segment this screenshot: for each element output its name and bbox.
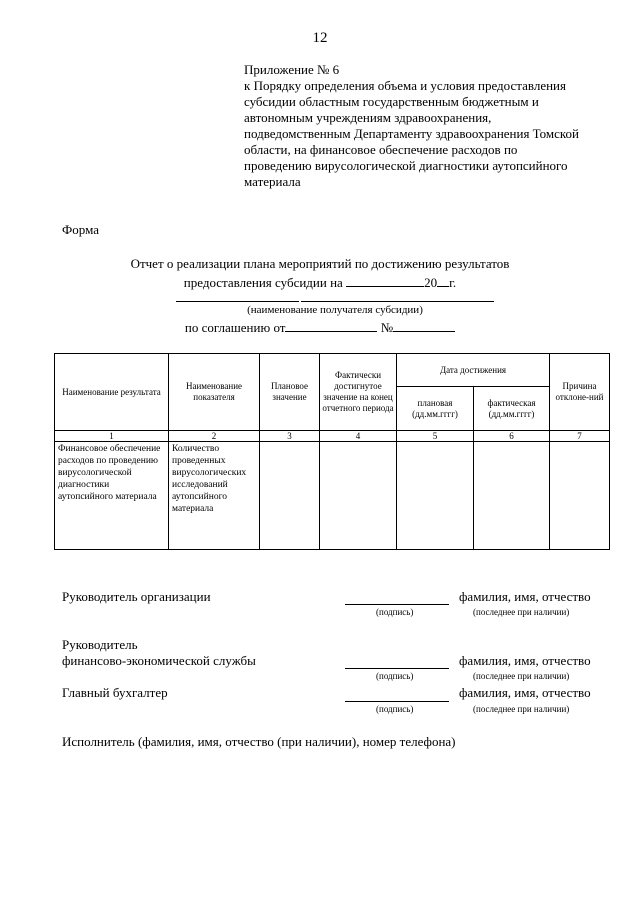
appendix-line: проведению вирусологической диагностики аутопсийного [244, 158, 568, 173]
header-planned-value: Плановое значение [260, 354, 320, 431]
head-signature-line[interactable] [345, 604, 449, 605]
header-result-name: Наименование результата [55, 354, 169, 431]
cell-actual-date[interactable] [474, 442, 550, 550]
report-subtitle [0, 273, 640, 293]
column-number: 3 [260, 431, 320, 442]
fin-head-label-line2: финансово-экономической службы [62, 653, 256, 668]
form-label: Форма [62, 222, 99, 237]
header-planned-date: плановая (дд.мм.гггг) [397, 387, 474, 431]
chief-accountant-label: Главный бухгалтер [62, 685, 168, 700]
fin-head-fio-label: фамилия, имя, отчество [459, 653, 591, 668]
column-number: 5 [397, 431, 474, 442]
report-table [54, 353, 610, 550]
agreement-number-blank[interactable] [393, 319, 455, 332]
header-actual-value: Фактически достигнутое значение на конец отчетного периода [320, 354, 397, 431]
header-actual-date: фактическая (дд.мм.гггг) [474, 387, 550, 431]
fin-head-label-line1: Руководитель [62, 637, 138, 652]
chief-accountant-signature-caption: (подпись) [376, 704, 414, 714]
header-indicator-name: Наименование показателя [169, 354, 260, 431]
column-number: 4 [320, 431, 397, 442]
table-row [55, 442, 610, 550]
cell-planned-value[interactable] [260, 442, 320, 550]
header-achievement-date: Дата достижения [397, 354, 550, 387]
appendix-line: области, на финансовое обеспечение расходов по [244, 142, 518, 157]
head-label: Руководитель организации [62, 589, 211, 604]
agreement-date-blank[interactable] [285, 319, 377, 332]
fin-head-signature-caption: (подпись) [376, 671, 414, 681]
cell-indicator: Количество проведенных вирусологических исследований аутопсийного материала [169, 442, 260, 550]
report-title: Отчет о реализации плана мероприятий по достижению результатов [130, 256, 510, 271]
agreement-prefix: по соглашению от [184, 320, 286, 335]
recipient-line-right[interactable] [301, 301, 494, 302]
year-prefix: 20 [424, 275, 438, 290]
page-number: 12 [312, 30, 328, 46]
appendix-line: субсидии областным государственным бюджетным и [244, 94, 539, 109]
appendix-line: автономным учреждениям здравоохранения, [244, 110, 492, 125]
subtitle-prefix: предоставления субсидии на [183, 275, 343, 290]
subsidy-purpose-blank[interactable] [346, 274, 424, 287]
cell-actual-value[interactable] [320, 442, 397, 550]
agreement-line [0, 318, 640, 338]
executor-line: Исполнитель (фамилия, имя, отчество (при наличии), номер телефона) [62, 734, 456, 749]
appendix-line: материала [244, 174, 301, 189]
chief-accountant-signature-line[interactable] [345, 701, 449, 702]
year-suffix: г. [449, 275, 457, 290]
head-signature-caption: (подпись) [376, 607, 414, 617]
cell-result: Финансовое обеспечение расходов по проведению вирусологической диагностики аутопсийного материала [55, 442, 169, 550]
column-number: 7 [550, 431, 610, 442]
recipient-line-left[interactable] [176, 301, 299, 302]
agreement-number-sign: № [380, 320, 394, 335]
appendix-line: подведомственным Департаменту здравоохранения Томской [244, 126, 580, 141]
appendix-header [244, 62, 614, 190]
column-number: 6 [474, 431, 550, 442]
fin-head-signature-line[interactable] [345, 668, 449, 669]
header-deviation-reason: Причина отклоне-ний [550, 354, 610, 431]
column-number: 1 [55, 431, 169, 442]
cell-deviation-reason[interactable] [550, 442, 610, 550]
head-patronymic-caption: (последнее при наличии) [473, 607, 570, 617]
column-number: 2 [169, 431, 260, 442]
chief-accountant-fio-label: фамилия, имя, отчество [459, 685, 591, 700]
appendix-line: Приложение № 6 [244, 62, 340, 77]
cell-planned-date[interactable] [397, 442, 474, 550]
chief-accountant-patronymic-caption: (последнее при наличии) [473, 704, 570, 714]
fin-head-patronymic-caption: (последнее при наличии) [473, 671, 570, 681]
year-blank[interactable] [437, 274, 449, 287]
head-fio-label: фамилия, имя, отчество [459, 589, 591, 604]
appendix-line: к Порядку определения объема и условия предоставления [244, 78, 566, 93]
recipient-caption: (наименование получателя субсидии) [247, 304, 423, 316]
